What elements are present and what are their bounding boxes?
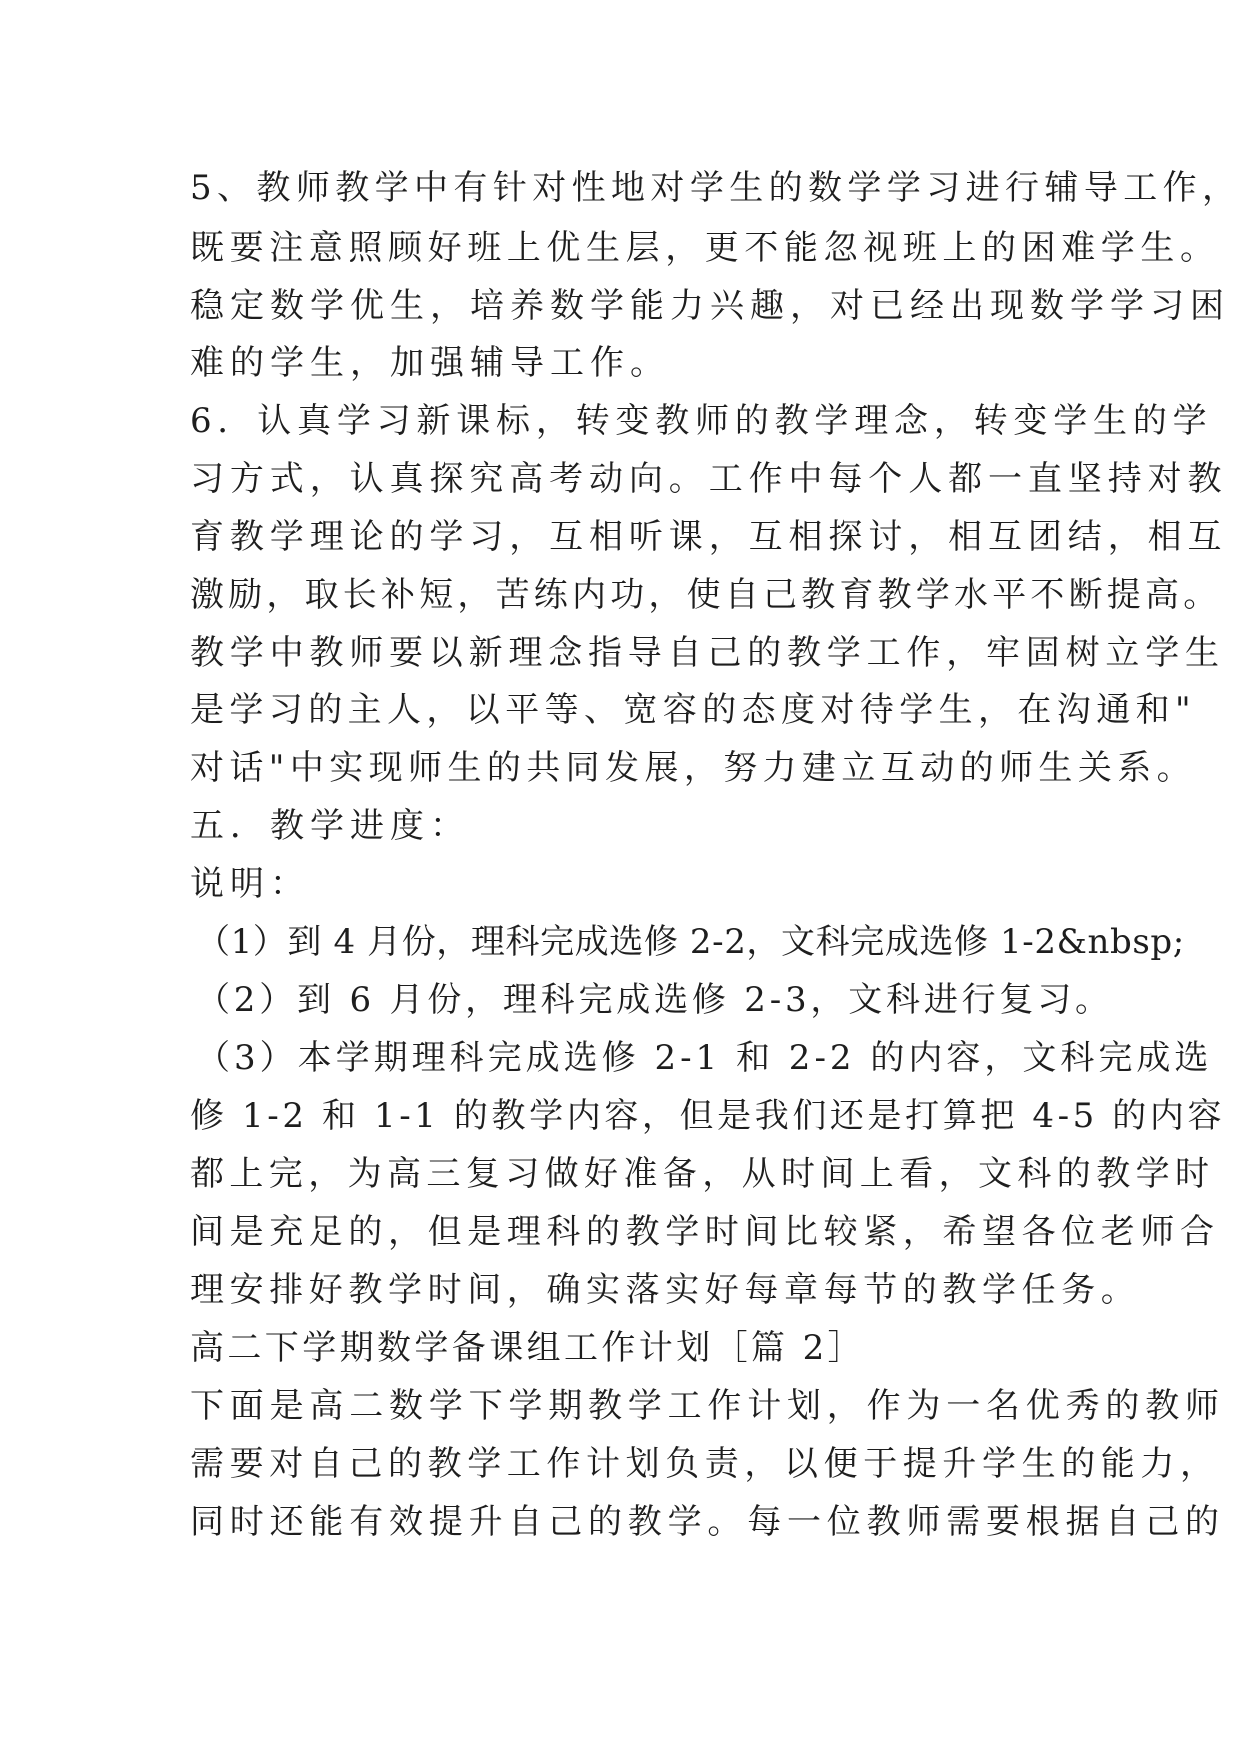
- text-line: 难的学生，加强辅导工作。: [190, 343, 670, 383]
- text-line: 需要对自己的教学工作计划负责，以便于提升学生的能力，: [190, 1444, 1220, 1484]
- text-line: 间是充足的，但是理科的教学时间比较紧，希望各位老师合: [190, 1212, 1220, 1252]
- text-line: （1）到 4 月份，理科完成选修 2-2，文科完成选修 1-2&nbsp;: [196, 922, 1185, 962]
- text-line: 6．认真学习新课标，转变教师的教学理念，转变学生的学: [190, 401, 1213, 441]
- text-line: 育教学理论的学习，互相听课，互相探讨，相互团结，相互: [190, 517, 1228, 557]
- text-line: 既要注意照顾好班上优生层，更不能忽视班上的困难学生。: [190, 228, 1220, 268]
- text-line: 稳定数学优生，培养数学能力兴趣，对已经出现数学学习困: [190, 286, 1230, 326]
- text-line: 教学中教师要以新理念指导自己的教学工作，牢固树立学生: [190, 633, 1225, 673]
- text-line: 对话"中实现师生的共同发展，努力建立互动的师生关系。: [190, 748, 1197, 788]
- text-line: 是学习的主人，以平等、宽容的态度对待学生，在沟通和": [190, 690, 1197, 730]
- text-line: 5、教师教学中有针对性地对学生的数学学习进行辅导工作，: [190, 168, 1241, 208]
- text-line: 下面是高二数学下学期教学工作计划，作为一名优秀的教师: [190, 1386, 1225, 1426]
- text-line: 修 1-2 和 1-1 的教学内容，但是我们还是打算把 4-5 的内容: [190, 1096, 1226, 1136]
- text-line: 说明：: [190, 864, 310, 904]
- text-line: （2）到 6 月份，理科完成选修 2-3，文科进行复习。: [196, 980, 1113, 1020]
- text-line: 都上完，为高三复习做好准备，从时间上看，文科的教学时: [190, 1154, 1215, 1194]
- text-line: 激励，取长补短，苦练内功，使自己教育教学水平不断提高。: [190, 575, 1222, 615]
- section-heading: 五．教学进度：: [190, 806, 470, 846]
- text-line: （3）本学期理科完成选修 2-1 和 2-2 的内容，文科完成选: [196, 1038, 1213, 1078]
- text-line: 理安排好教学时间，确实落实好每章每节的教学任务。: [190, 1270, 1141, 1310]
- text-line: 同时还能有效提升自己的教学。每一位教师需要根据自己的: [190, 1502, 1225, 1542]
- text-line: 习方式，认真探究高考动向。工作中每个人都一直坚持对教: [190, 459, 1228, 499]
- article-title: 高二下学期数学备课组工作计划［篇 2］: [190, 1328, 866, 1368]
